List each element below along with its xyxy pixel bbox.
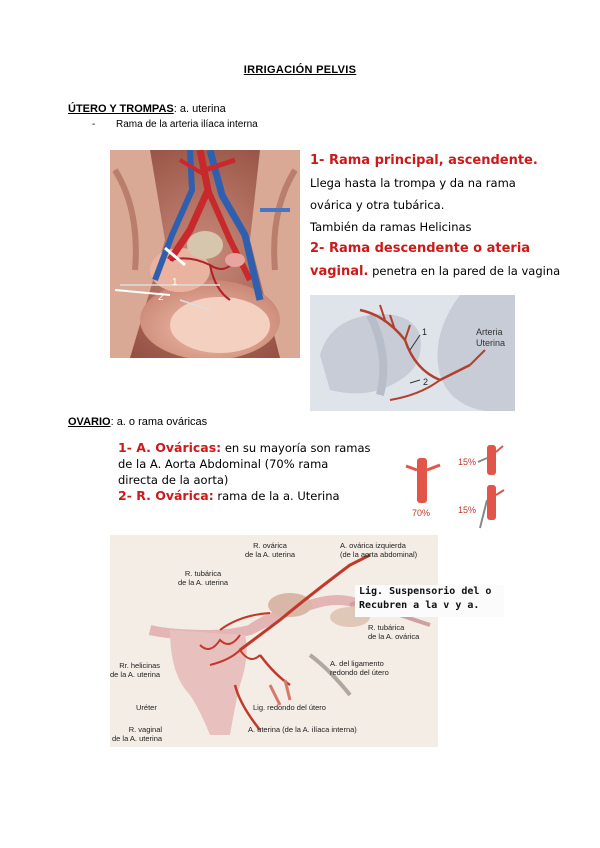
pelvis-dissection-image <box>110 150 300 358</box>
uterine-artery-schematic <box>310 295 515 411</box>
bullet-item <box>92 119 258 130</box>
ovario-note-line3: directa de la aorta) <box>118 473 229 487</box>
ligament-note-line1: Lig. Suspensorio del o <box>359 586 492 597</box>
ligament-note-line2: Recubren a la v y a. <box>359 600 480 611</box>
anat1-label-1: 1 <box>172 277 178 288</box>
bullet-text: Rama de la arteria ilíaca interna <box>116 119 258 130</box>
ovario-note-line4-rest: rama de la a. Uterina <box>213 489 340 503</box>
diagram1-arteria: Arteria <box>476 327 503 337</box>
ovario-note-line4-bold: 2- R. Ovárica: <box>118 488 214 503</box>
uterina-note-line6-bold: vaginal. <box>310 264 369 279</box>
ovario-note-line1-bold: 1- A. Ováricas: <box>118 440 222 455</box>
label-ureter: Uréter <box>136 703 157 712</box>
uterina-note-line6-rest: penetra en la pared de la vagina <box>368 264 561 278</box>
percent-70: 70% <box>412 508 431 518</box>
label-rr-helicinas: Rr. helicinas de la A. uterina <box>110 661 161 679</box>
label-r-tubarica-ov: R. tubárica de la A. ovárica <box>368 623 420 641</box>
aorta-variant-15a-icon <box>478 445 503 475</box>
label-a-ovarica-izq: A. ovárica izquierda (de la aorta abdominal) <box>340 541 418 559</box>
label-r-vaginal: R. vaginal de la A. uterina <box>112 725 163 743</box>
uterina-note-line4: También da ramas Helicinas <box>310 220 472 234</box>
uterina-note-line2: Llega hasta la trompa y da na rama <box>310 176 516 190</box>
uterina-note-line1: 1- Rama principal, ascendente. <box>310 153 538 168</box>
uterina-note-line6 <box>310 260 580 283</box>
ovario-note-line4 <box>118 488 398 504</box>
section-heading-utero <box>68 103 226 115</box>
diagram1-label-2: 2 <box>423 377 429 387</box>
label-r-tubarica-ut: R. tubárica de la A. uterina <box>178 569 229 587</box>
section-heading-ovario <box>68 416 207 428</box>
section-heading-ovario-label: OVARIO <box>68 416 111 428</box>
bullet-dash: - <box>92 119 96 130</box>
percent-15b: 15% <box>458 505 477 515</box>
section-heading-utero-label: ÚTERO Y TROMPAS <box>68 103 174 115</box>
aorta-variant-15b-icon <box>480 485 504 528</box>
pelvis-dissection-illustration <box>110 150 300 358</box>
label-a-uterina: A. uterina (de la A. ilíaca interna) <box>248 725 357 734</box>
label-r-ovarica: R. ovárica de la A. uterina <box>245 541 296 559</box>
uterus-vessels-image <box>110 535 438 747</box>
section-heading-ovario-rest: : a. o rama ováricas <box>110 416 208 428</box>
diagram1-uterina: Uterina <box>476 338 506 348</box>
ligament-note-box <box>355 585 504 617</box>
ovario-note-line1 <box>118 440 398 456</box>
uterus-vessels-illustration <box>110 535 438 747</box>
ovario-note-line1-rest: en su mayoría son ramas <box>221 441 371 455</box>
uterina-note-line3: ovárica y otra tubárica. <box>310 198 445 212</box>
uterine-artery-diagram <box>310 295 515 411</box>
ovario-note-line2: de la A. Aorta Abdominal (70% rama <box>118 457 329 471</box>
ovario-notes <box>118 440 398 504</box>
anat1-label-2: 2 <box>158 292 164 303</box>
uterina-notes <box>310 150 580 283</box>
label-a-lig-redondo: A. del ligamento redondo del útero <box>330 659 389 677</box>
percent-15a: 15% <box>458 457 477 467</box>
diagram1-label-1: 1 <box>422 327 428 337</box>
page-title: IRRIGACIÓN PELVIS <box>243 64 357 76</box>
label-lig-redondo: Lig. redondo del útero <box>253 703 326 712</box>
aorta-variant-70-icon <box>406 458 440 503</box>
section-heading-utero-rest: : a. uterina <box>173 103 226 115</box>
uterina-note-line5: 2- Rama descendente o ateria <box>310 241 531 256</box>
